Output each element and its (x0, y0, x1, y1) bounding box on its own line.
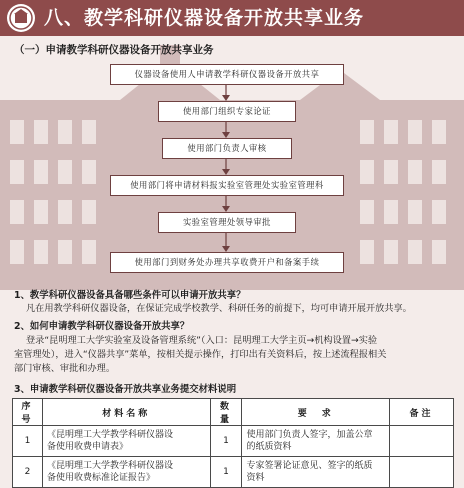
table-row (13, 426, 454, 457)
col-header-name: 材料名称 (42, 399, 210, 426)
flow-arrow-icon (221, 122, 231, 138)
cell-requirement (242, 426, 390, 457)
cell-name (42, 426, 210, 457)
question-3: 3、申请教学科研仪器设备开放共享业务提交材料说明 (14, 384, 237, 395)
col-header-requirement: 要 求 (242, 399, 390, 426)
cell-name (42, 457, 210, 488)
page-title: 八、教学科研仪器设备开放共享业务 (44, 7, 365, 29)
cell-requirement-line: 资料 (246, 473, 265, 483)
cell-name-line: 《昆明理工大学教学科研仪器设 (46, 430, 173, 440)
answer-1-line-1: 凡在用教学科研仪器设备，在保证完成学校教学、科研任务的前提下，均可申请开展开放共享。 (26, 303, 412, 314)
cell-note (390, 457, 454, 488)
flow-step-4: 使用部门将申请材料报实验室管理处实验室管理科 (110, 175, 344, 196)
section-heading: （一）申请教学科研仪器设备开放共享业务 (14, 44, 214, 56)
cell-requirement-line: 使用部门负责人签字，加盖公章 (246, 430, 373, 440)
cell-qty: 1 (210, 426, 242, 457)
flow-step-1: 仪器设备使用人申请教学科研仪器设备开放共享 (110, 64, 344, 85)
cell-note (390, 426, 454, 457)
table-header-row (13, 399, 454, 426)
cell-requirement-line: 专家签署论证意见、签字的纸质 (246, 461, 373, 471)
cell-requirement (242, 457, 390, 488)
col-header-note: 备注 (390, 399, 454, 426)
flow-step-3: 使用部门负责人审核 (162, 138, 292, 159)
flow-arrow-icon (221, 85, 231, 101)
cell-name-line: 《昆明理工大学教学科研仪器设 (46, 461, 173, 471)
flow-arrow-icon (221, 196, 231, 212)
cell-name-line: 备使用收费申请表》 (46, 442, 128, 452)
answer-2-line-2: 室管理处），进入“仪器共享”菜单，按相关提示操作，打印出有关资料后，按上述流程报相关 (14, 349, 387, 360)
answer-2-line-1: 登录“昆明理工大学实验室及设备管理系统”（入口：昆明理工大学主页→机构设置→实验 (26, 335, 378, 346)
flow-arrow-icon (221, 233, 231, 252)
col-header-no: 序号 (13, 399, 43, 426)
question-2: 2、如何申请教学科研仪器设备开放共享？ (14, 321, 190, 332)
cell-no: 1 (13, 426, 43, 457)
cell-no: 2 (13, 457, 43, 488)
table-row (13, 457, 454, 488)
col-header-qty: 数量 (210, 399, 242, 426)
cell-requirement-line: 的纸质资料 (246, 442, 292, 452)
flow-step-6: 使用部门到财务处办理共享收费开户和备案手续 (110, 252, 344, 273)
materials-table (12, 398, 454, 488)
flow-step-2: 使用部门组织专家论证 (158, 101, 296, 122)
question-1: 1、教学科研仪器设备具备哪些条件可以申请开放共享？ (14, 290, 246, 301)
answer-2-line-3: 部门审核、审批和办理。 (14, 363, 116, 374)
flow-arrow-icon (221, 159, 231, 175)
flow-step-5: 实验室管理处领导审批 (158, 212, 296, 233)
cell-qty: 1 (210, 457, 242, 488)
cell-name-line: 备使用收费标准论证报告》 (46, 473, 155, 483)
